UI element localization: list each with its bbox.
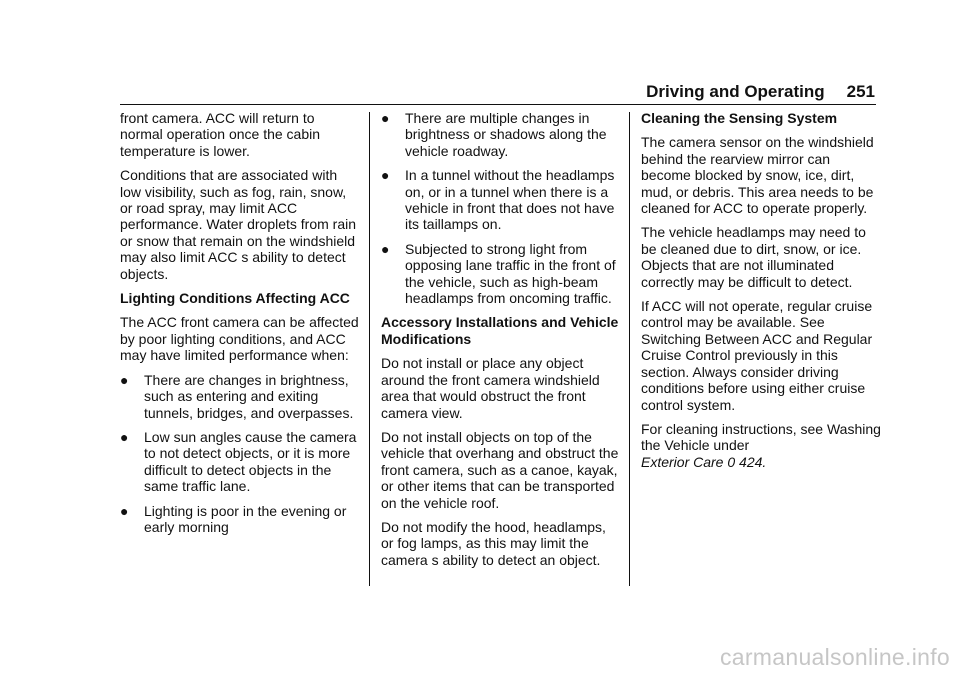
cross-reference-page[interactable]: 424. <box>739 453 767 470</box>
bullet-icon: ● <box>381 167 390 184</box>
paragraph: The ACC front camera can be affected by poor lighting conditions, and ACC may have limited performance when: <box>120 314 359 364</box>
list-item: ● In a tunnel without the headlamps on, or in a tunnel when there is a vehicle in front that does not have its taillamps on. <box>381 167 615 233</box>
paragraph: Do not modify the hood, headlamps, or fog lamps, as this may limit the camera s ability to detect an object. <box>381 518 606 568</box>
paragraph: Do not install objects on top of the vehicle that overhang and obstruct the front camera, such as a canoe, kayak, or other items that can be transported on the vehicle roof. <box>381 428 619 511</box>
bullet-icon: ● <box>120 502 129 519</box>
cross-reference-link[interactable]: Exterior Care <box>641 453 724 470</box>
page-header <box>560 82 875 102</box>
paragraph-text: For cleaning instructions, see Washing the Vehicle under <box>641 420 881 454</box>
bullet-list <box>381 110 621 306</box>
page-reference-arrow-icon: 0 <box>727 453 736 470</box>
paragraph: The camera sensor on the windshield behind the rearview mirror can become blocked by snow, ice, dirt, mud, or debris. This area needs to be cleaned for ACC to operate properly. <box>641 134 874 217</box>
watermark: carmanualsonline.info <box>719 644 950 670</box>
subheading: Lighting Conditions Affecting ACC <box>120 290 350 307</box>
section-title: Driving and Operating <box>646 82 825 101</box>
page-number: 251 <box>846 82 875 101</box>
paragraph: The vehicle headlamps may need to be cleaned due to dirt, snow, or ice. Objects that are not illuminated correctly may be difficult to detect. <box>641 224 866 290</box>
subheading: Accessory Installations and Vehicle Modifications <box>381 314 619 347</box>
list-item: ● Subjected to strong light from opposing lane traffic in the front of the vehicle, such as high-beam headlamps from oncoming traffic. <box>381 240 616 307</box>
bullet-icon: ● <box>120 371 129 388</box>
paragraph: Do not install or place any object around the front camera windshield area that would obstruct the front camera view. <box>381 355 600 421</box>
column-1 <box>120 110 360 543</box>
list-item: ● Low sun angles cause the camera to not detect objects, or it is more difficult to detect objects in the same traffic lane. <box>120 428 357 495</box>
column-divider-1 <box>369 112 370 586</box>
list-item: ● There are multiple changes in brightness or shadows along the vehicle roadway. <box>381 110 607 159</box>
list-item: ● Lighting is poor in the evening or early morning <box>120 502 347 535</box>
subheading: Cleaning the Sensing System <box>641 110 838 126</box>
column-3 <box>641 110 881 478</box>
paragraph: Conditions that are associated with low visibility, such as fog, rain, snow, or road spray, may limit ACC performance. Water droplets from rain or snow that remain on the windshield may also limit ACC s ability to detect objects. <box>120 167 357 282</box>
column-2 <box>381 110 621 576</box>
header-rule <box>120 104 876 105</box>
bullet-icon: ● <box>381 110 390 126</box>
bullet-icon: ● <box>381 240 390 257</box>
bullet-icon: ● <box>120 428 129 445</box>
column-divider-2 <box>629 112 630 586</box>
paragraph: If ACC will not operate, regular cruise control may be available. See Switching Between ACC and Regular Cruise Control previously in this section. Always consider driving conditions before using either cruise control system. <box>641 298 873 413</box>
list-item: ● There are changes in brightness, such as entering and exiting tunnels, bridges, and overpasses. <box>120 371 354 421</box>
paragraph: front camera. ACC will return to normal operation once the cabin temperature is lower. <box>120 110 321 159</box>
paragraph <box>641 421 881 470</box>
bullet-list <box>120 372 360 536</box>
